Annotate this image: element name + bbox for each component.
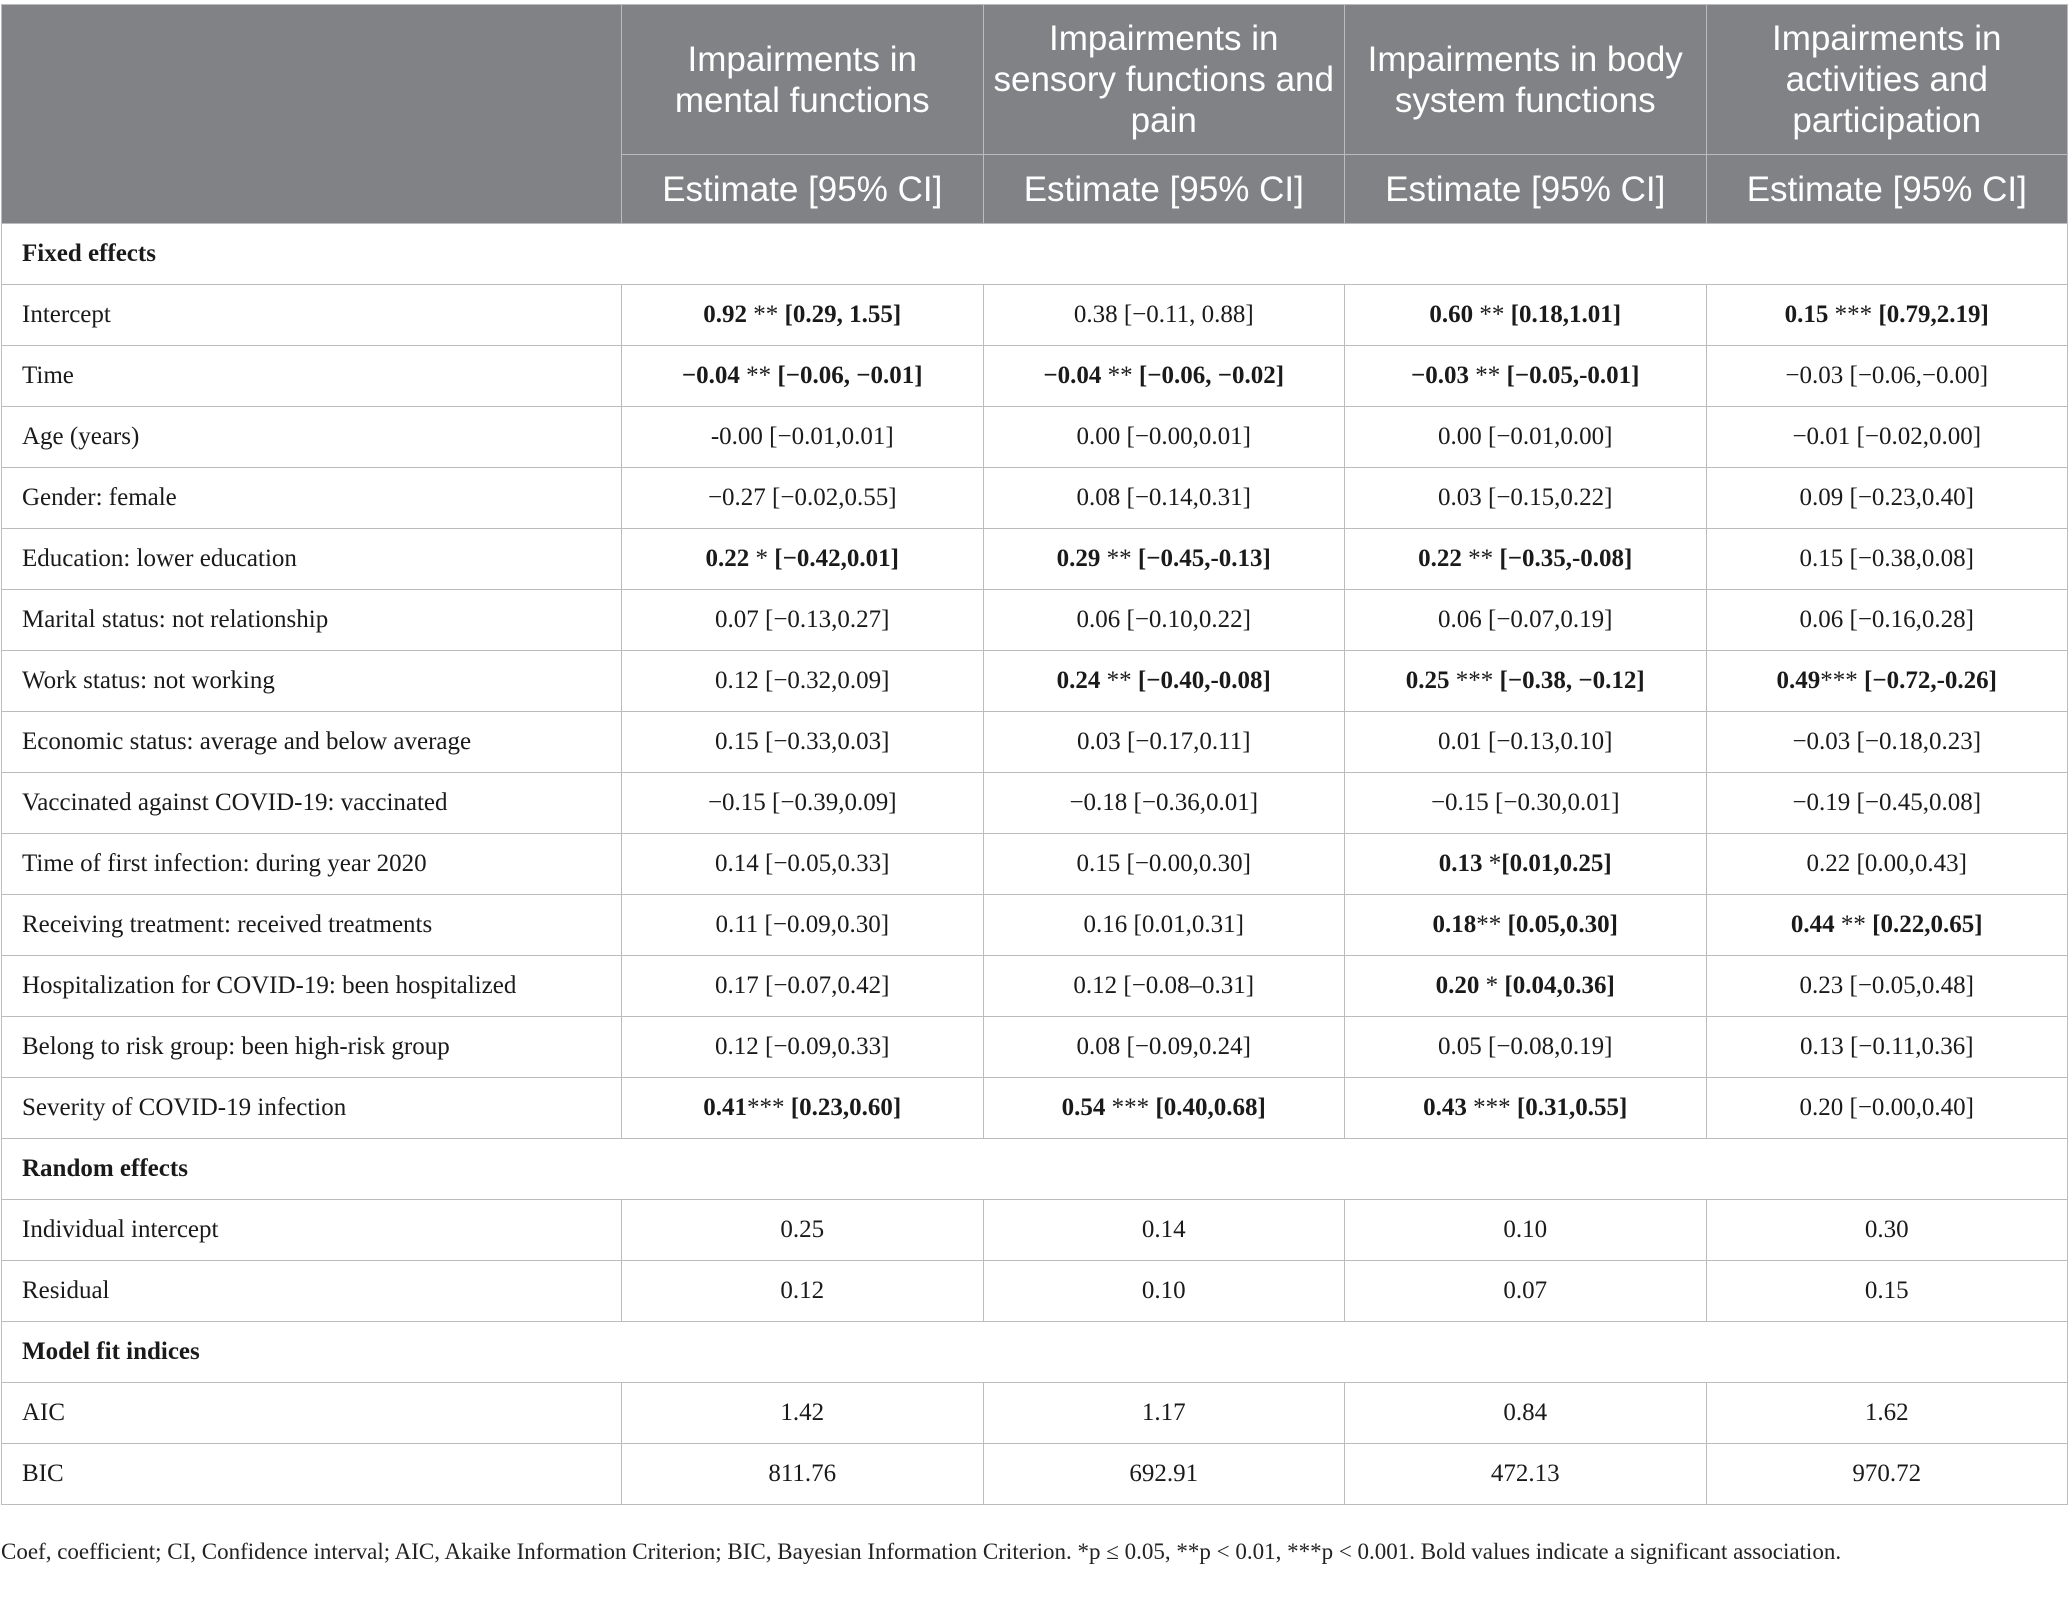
row-label: Belong to risk group: been high-risk group <box>2 1017 622 1078</box>
table-row-work <box>2 651 2068 712</box>
column-header-sensory: Impairments in sensory functions and pain <box>983 5 1345 155</box>
row-label: Work status: not working <box>2 651 622 712</box>
estimate-value: 0.15 <box>715 728 759 755</box>
estimate-value: 0.06 <box>1799 606 1844 633</box>
subheader-estimate: Estimate [95% CI] <box>1345 155 1707 224</box>
significance-stars: *** <box>1828 301 1879 328</box>
confidence-interval: [0.22,0.65] <box>1872 911 1983 938</box>
significance-stars: ** <box>1100 667 1138 694</box>
estimate-value: 0.22 <box>1418 545 1462 572</box>
estimate-value: 0.00 <box>1438 423 1482 450</box>
estimate-value: 0.92 <box>703 301 748 328</box>
row-label: Age (years) <box>2 407 622 468</box>
row-label: Economic status: average and below average <box>2 712 622 773</box>
estimate-cell <box>1706 834 2068 895</box>
row-label: Time of first infection: during year 2020 <box>2 834 622 895</box>
confidence-interval: [−0.32,0.09] <box>765 667 890 694</box>
confidence-interval: [0.01,0.31] <box>1133 911 1244 938</box>
estimate-value: 0.38 <box>1073 301 1118 328</box>
estimate-cell <box>1345 834 1707 895</box>
section-heading: Random effects <box>2 1139 2068 1200</box>
estimate-cell <box>622 895 984 956</box>
confidence-interval: [−0.05,-0.01] <box>1506 362 1640 389</box>
row-label: Intercept <box>2 285 622 346</box>
significance-stars: *** <box>1449 667 1500 694</box>
significance-stars: *** <box>1820 667 1864 694</box>
estimate-cell <box>622 1017 984 1078</box>
estimate-cell <box>1345 346 1707 407</box>
estimate-value: 0.22 <box>705 545 750 572</box>
estimate-value: 0.29 <box>1056 545 1101 572</box>
estimate-cell <box>983 773 1345 834</box>
table-row-economic <box>2 712 2068 773</box>
estimate-cell <box>1345 407 1707 468</box>
value-cell: 0.10 <box>1345 1200 1707 1261</box>
estimate-cell <box>983 1017 1345 1078</box>
table-row-hospitalization <box>2 956 2068 1017</box>
estimate-cell <box>1345 1017 1707 1078</box>
confidence-interval: [−0.01,0.00] <box>1488 423 1613 450</box>
table-footnote: Coef, coefficient; CI, Confidence interval; AIC, Akaike Information Criterion; BIC, Bayesian Information Criterion. *p ≤ 0.05, **p < 0.01, ***p < 0.001. Bold values indicate a significant association. <box>1 1539 1842 1564</box>
confidence-interval: [−0.18,0.23] <box>1856 728 1982 755</box>
row-label: Gender: female <box>2 468 622 529</box>
estimate-cell <box>1706 590 2068 651</box>
estimate-cell <box>983 895 1345 956</box>
significance-stars: ** <box>1101 362 1139 389</box>
value-cell: 1.62 <box>1706 1383 2068 1444</box>
estimate-value: −0.18 <box>1069 789 1128 816</box>
estimate-value: 0.00 <box>1076 423 1121 450</box>
row-label: Receiving treatment: received treatments <box>2 895 622 956</box>
estimate-cell <box>622 773 984 834</box>
row-label: Time <box>2 346 622 407</box>
estimate-value: 0.06 <box>1438 606 1482 633</box>
estimate-value: −0.15 <box>707 789 766 816</box>
estimate-value: 0.13 <box>1799 1033 1844 1060</box>
value-cell: 1.17 <box>983 1383 1345 1444</box>
estimate-cell <box>622 529 984 590</box>
value-cell: 472.13 <box>1345 1444 1707 1505</box>
estimate-value: −0.01 <box>1792 423 1851 450</box>
table-body <box>2 224 2068 1505</box>
significance-stars: ** <box>739 362 778 389</box>
estimate-cell <box>622 834 984 895</box>
estimate-value: 0.22 <box>1806 850 1851 877</box>
value-cell: 0.84 <box>1345 1383 1707 1444</box>
estimate-cell <box>622 651 984 712</box>
confidence-interval: [−0.40,-0.08] <box>1137 667 1271 694</box>
estimate-value: 0.60 <box>1429 301 1474 328</box>
confidence-interval: [0.05,0.30] <box>1507 911 1618 938</box>
table-row-time <box>2 346 2068 407</box>
significance-stars: * <box>749 545 775 572</box>
row-label: BIC <box>2 1444 622 1505</box>
confidence-interval: [0.23,0.60] <box>790 1094 902 1121</box>
estimate-cell <box>983 468 1345 529</box>
table-row-individual-intercept <box>2 1200 2068 1261</box>
significance-stars: * <box>1479 972 1505 999</box>
estimate-cell <box>983 346 1345 407</box>
estimate-cell <box>983 956 1345 1017</box>
significance-stars: ** <box>1461 545 1500 572</box>
estimate-value: 0.12 <box>1073 972 1118 999</box>
table-row-bic <box>2 1444 2068 1505</box>
confidence-interval: [−0.05,0.48] <box>1849 972 1974 999</box>
estimate-value: 0.12 <box>715 1033 759 1060</box>
estimate-cell <box>1706 712 2068 773</box>
estimate-value: 0.54 <box>1061 1094 1106 1121</box>
estimate-cell <box>1706 956 2068 1017</box>
value-cell: 811.76 <box>622 1444 984 1505</box>
confidence-interval: [−0.09,0.24] <box>1126 1033 1251 1060</box>
table-row-vaccinated <box>2 773 2068 834</box>
table-row-intercept <box>2 285 2068 346</box>
estimate-cell <box>983 651 1345 712</box>
estimate-value: −0.03 <box>1792 728 1851 755</box>
confidence-interval: [−0.00,0.30] <box>1126 850 1251 877</box>
significance-stars: *** <box>1105 1094 1156 1121</box>
significance-stars: *** <box>747 1094 791 1121</box>
confidence-interval: [−0.13,0.10] <box>1488 728 1613 755</box>
confidence-interval: [0.00,0.43] <box>1856 850 1967 877</box>
estimate-value: 0.20 <box>1799 1094 1844 1121</box>
confidence-interval: [0.31,0.55] <box>1516 1094 1628 1121</box>
estimate-value: 0.01 <box>1438 728 1482 755</box>
confidence-interval: [−0.02,0.00] <box>1856 423 1982 450</box>
estimate-value: 0.11 <box>715 911 759 938</box>
confidence-interval: [−0.30,0.01] <box>1495 789 1620 816</box>
confidence-interval: [−0.06, −0.01] <box>777 362 923 389</box>
significance-stars: ** <box>747 301 785 328</box>
confidence-interval: [−0.09,0.33] <box>765 1033 890 1060</box>
row-label: AIC <box>2 1383 622 1444</box>
estimate-cell <box>1706 346 2068 407</box>
confidence-interval: [−0.07,0.42] <box>765 972 890 999</box>
estimate-value: 0.03 <box>1076 728 1121 755</box>
estimate-value: −0.04 <box>681 362 740 389</box>
estimate-value: 0.15 <box>1799 545 1844 572</box>
confidence-interval: [−0.07,0.19] <box>1488 606 1613 633</box>
row-label: Hospitalization for COVID-19: been hospitalized <box>2 956 622 1017</box>
table-row-aic <box>2 1383 2068 1444</box>
estimate-cell <box>1706 773 2068 834</box>
estimate-cell <box>1345 895 1707 956</box>
estimate-cell <box>622 956 984 1017</box>
confidence-interval: [−0.72,-0.26] <box>1864 667 1997 694</box>
confidence-interval: [−0.39,0.09] <box>772 789 897 816</box>
table-row-treatment <box>2 895 2068 956</box>
estimate-value: 0.09 <box>1799 484 1844 511</box>
estimate-cell <box>1706 1078 2068 1139</box>
significance-stars: ** <box>1473 301 1511 328</box>
confidence-interval: [−0.01,0.01] <box>769 423 894 450</box>
estimate-cell <box>1345 468 1707 529</box>
significance-stars: * <box>1482 850 1502 877</box>
estimate-cell <box>983 529 1345 590</box>
value-cell: 692.91 <box>983 1444 1345 1505</box>
confidence-interval: [−0.08,0.19] <box>1488 1033 1613 1060</box>
table-row-marital <box>2 590 2068 651</box>
estimate-value: −0.15 <box>1430 789 1489 816</box>
significance-stars: ** <box>1476 911 1508 938</box>
confidence-interval: [−0.23,0.40] <box>1849 484 1974 511</box>
value-cell: 0.30 <box>1706 1200 2068 1261</box>
value-cell: 0.10 <box>983 1261 1345 1322</box>
estimate-cell <box>1345 529 1707 590</box>
estimate-value: −0.19 <box>1792 789 1851 816</box>
estimate-cell <box>622 468 984 529</box>
estimate-value: 0.08 <box>1076 1033 1121 1060</box>
estimate-cell <box>1706 895 2068 956</box>
results-table <box>1 4 2068 1505</box>
estimate-value: 0.44 <box>1790 911 1835 938</box>
estimate-value: 0.41 <box>703 1094 748 1121</box>
estimate-cell <box>1345 773 1707 834</box>
significance-stars: *** <box>1466 1094 1517 1121</box>
confidence-interval: [−0.06,−0.00] <box>1849 362 1989 389</box>
table-row-gender <box>2 468 2068 529</box>
confidence-interval: [−0.00,0.01] <box>1126 423 1251 450</box>
section-row-fit <box>2 1322 2068 1383</box>
estimate-cell <box>983 590 1345 651</box>
estimate-cell <box>1345 712 1707 773</box>
confidence-interval: [−0.14,0.31] <box>1126 484 1251 511</box>
value-cell: 0.25 <box>622 1200 984 1261</box>
confidence-interval: [−0.08–0.31] <box>1123 972 1255 999</box>
column-header-activities: Impairments in activities and participation <box>1706 5 2068 155</box>
estimate-cell <box>983 834 1345 895</box>
section-heading: Model fit indices <box>2 1322 2068 1383</box>
table-row-first-infection <box>2 834 2068 895</box>
table-row-age <box>2 407 2068 468</box>
confidence-interval: [0.04,0.36] <box>1504 972 1615 999</box>
confidence-interval: [−0.45,-0.13] <box>1137 545 1271 572</box>
confidence-interval: [−0.13,0.27] <box>765 606 890 633</box>
estimate-value: 0.24 <box>1056 667 1101 694</box>
estimate-value: 0.25 <box>1405 667 1450 694</box>
estimate-value: 0.14 <box>715 850 759 877</box>
estimate-value: 0.08 <box>1076 484 1121 511</box>
value-cell: 0.15 <box>1706 1261 2068 1322</box>
column-header-mental: Impairments in mental functions <box>622 5 984 155</box>
confidence-interval: [0.79,2.19] <box>1878 301 1989 328</box>
estimate-value: 0.43 <box>1423 1094 1467 1121</box>
header-empty-cell <box>2 5 622 224</box>
row-label: Severity of COVID-19 infection <box>2 1078 622 1139</box>
estimate-value: 0.49 <box>1776 667 1821 694</box>
section-row-fixed <box>2 224 2068 285</box>
confidence-interval: [−0.11,0.36] <box>1849 1033 1974 1060</box>
row-label: Vaccinated against COVID-19: vaccinated <box>2 773 622 834</box>
estimate-cell <box>1706 651 2068 712</box>
estimate-cell <box>1345 1078 1707 1139</box>
estimate-cell <box>1345 651 1707 712</box>
estimate-value: 0.15 <box>1076 850 1121 877</box>
table-row-risk <box>2 1017 2068 1078</box>
table-row-residual <box>2 1261 2068 1322</box>
estimate-value: −0.04 <box>1043 362 1102 389</box>
estimate-cell <box>622 712 984 773</box>
header-row <box>2 5 2068 155</box>
estimate-cell <box>1706 468 2068 529</box>
estimate-value: −0.27 <box>707 484 766 511</box>
value-cell: 0.14 <box>983 1200 1345 1261</box>
table-row-education <box>2 529 2068 590</box>
column-header-body-system: Impairments in body system functions <box>1345 5 1707 155</box>
estimate-value: 0.13 <box>1438 850 1483 877</box>
confidence-interval: [−0.15,0.22] <box>1488 484 1613 511</box>
estimate-cell <box>1345 590 1707 651</box>
confidence-interval: [−0.45,0.08] <box>1856 789 1982 816</box>
estimate-cell <box>1706 529 2068 590</box>
confidence-interval: [−0.16,0.28] <box>1849 606 1974 633</box>
estimate-value: −0.03 <box>1411 362 1469 389</box>
confidence-interval: [0.40,0.68] <box>1155 1094 1266 1121</box>
estimate-cell <box>622 407 984 468</box>
confidence-interval: [−0.35,-0.08] <box>1499 545 1633 572</box>
value-cell: 1.42 <box>622 1383 984 1444</box>
confidence-interval: [−0.42,0.01] <box>774 545 899 572</box>
estimate-cell <box>1706 285 2068 346</box>
confidence-interval: [−0.33,0.03] <box>765 728 890 755</box>
value-cell: 0.07 <box>1345 1261 1707 1322</box>
row-label: Residual <box>2 1261 622 1322</box>
estimate-cell <box>1345 285 1707 346</box>
estimate-cell <box>983 712 1345 773</box>
estimate-cell <box>983 285 1345 346</box>
estimate-cell <box>622 285 984 346</box>
row-label: Individual intercept <box>2 1200 622 1261</box>
confidence-interval: [0.01,0.25] <box>1501 850 1612 877</box>
significance-stars: ** <box>1100 545 1138 572</box>
confidence-interval: [−0.38,0.08] <box>1849 545 1974 572</box>
estimate-value: 0.06 <box>1076 606 1121 633</box>
significance-stars: ** <box>1834 911 1873 938</box>
estimate-cell <box>622 1078 984 1139</box>
estimate-value: 0.16 <box>1083 911 1128 938</box>
confidence-interval: [−0.17,0.11] <box>1126 728 1251 755</box>
estimate-value: 0.03 <box>1438 484 1482 511</box>
confidence-interval: [0.29, 1.55] <box>784 301 902 328</box>
estimate-cell <box>1706 1017 2068 1078</box>
confidence-interval: [−0.09,0.30] <box>764 911 890 938</box>
subheader-estimate: Estimate [95% CI] <box>622 155 984 224</box>
section-heading: Fixed effects <box>2 224 2068 285</box>
subheader-estimate: Estimate [95% CI] <box>1706 155 2068 224</box>
value-cell: 0.12 <box>622 1261 984 1322</box>
table-row-severity <box>2 1078 2068 1139</box>
estimate-value: −0.03 <box>1785 362 1844 389</box>
confidence-interval: [−0.02,0.55] <box>772 484 897 511</box>
confidence-interval: [−0.10,0.22] <box>1126 606 1251 633</box>
estimate-value: 0.23 <box>1799 972 1844 999</box>
section-row-random <box>2 1139 2068 1200</box>
confidence-interval: [−0.00,0.40] <box>1849 1094 1974 1121</box>
row-label: Marital status: not relationship <box>2 590 622 651</box>
confidence-interval: [0.18,1.01] <box>1510 301 1622 328</box>
estimate-value: 0.20 <box>1435 972 1480 999</box>
estimate-cell <box>622 590 984 651</box>
confidence-interval: [−0.05,0.33] <box>765 850 890 877</box>
estimate-value: 0.17 <box>715 972 759 999</box>
row-label: Education: lower education <box>2 529 622 590</box>
confidence-interval: [−0.38, −0.12] <box>1499 667 1645 694</box>
confidence-interval: [−0.11, 0.88] <box>1123 301 1254 328</box>
estimate-cell <box>983 1078 1345 1139</box>
estimate-cell <box>1706 407 2068 468</box>
significance-stars: ** <box>1469 362 1507 389</box>
estimate-value: -0.00 <box>710 423 763 450</box>
estimate-cell <box>1345 956 1707 1017</box>
confidence-interval: [−0.36,0.01] <box>1133 789 1259 816</box>
estimate-value: 0.07 <box>715 606 759 633</box>
confidence-interval: [−0.06, −0.02] <box>1138 362 1285 389</box>
estimate-value: 0.05 <box>1438 1033 1482 1060</box>
value-cell: 970.72 <box>1706 1444 2068 1505</box>
subheader-estimate: Estimate [95% CI] <box>983 155 1345 224</box>
estimate-cell <box>983 407 1345 468</box>
estimate-value: 0.15 <box>1784 301 1829 328</box>
estimate-cell <box>622 346 984 407</box>
estimate-value: 0.18 <box>1432 911 1477 938</box>
estimate-value: 0.12 <box>715 667 759 694</box>
